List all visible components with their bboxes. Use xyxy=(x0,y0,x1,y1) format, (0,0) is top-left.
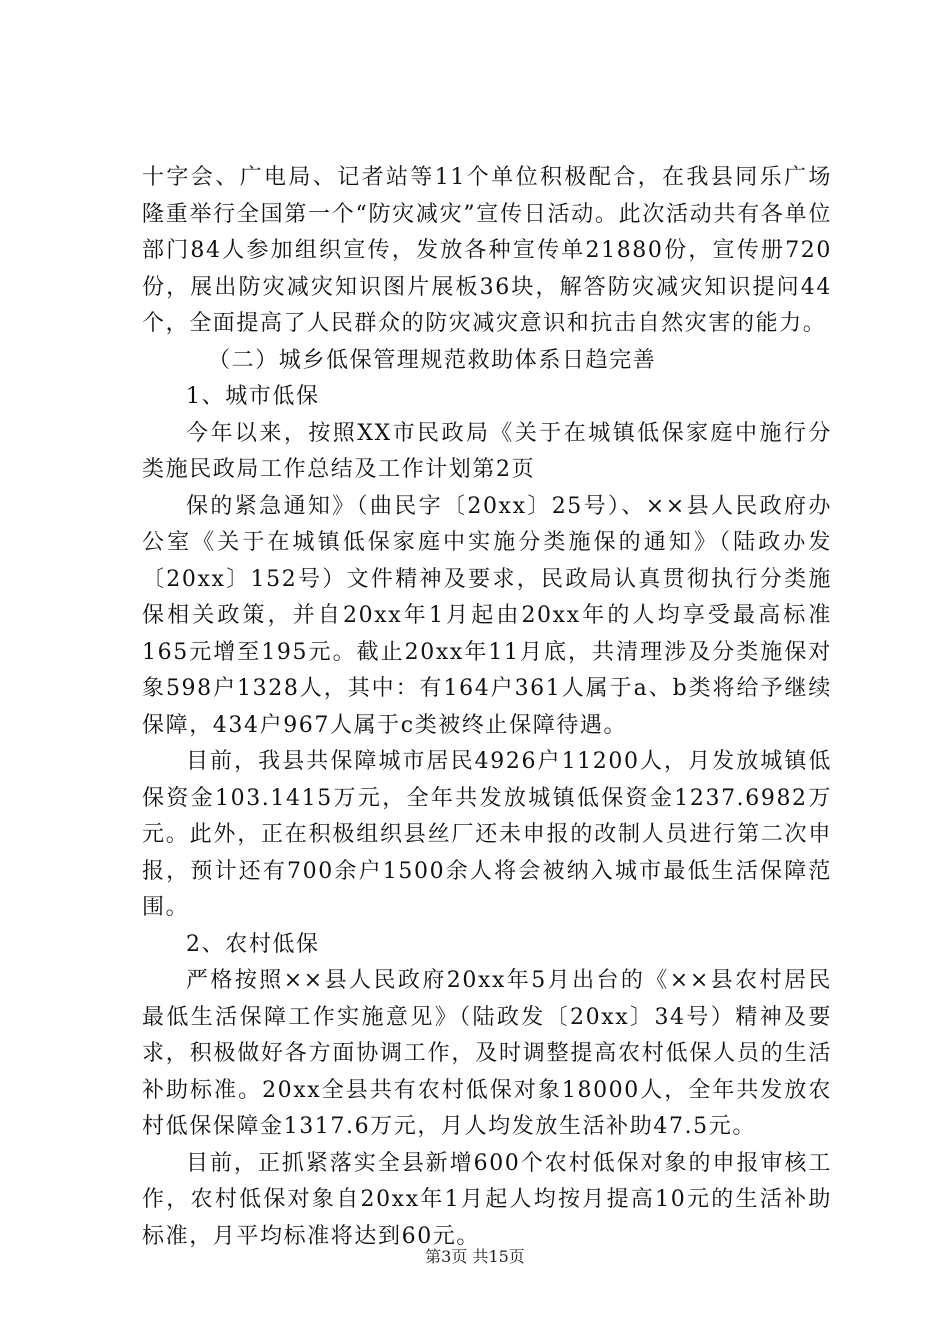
paragraph-urban-current: 目前，我县共保障城市居民4926户11200人，月发放城镇低保资金103.1415万元，全年共发放城镇低保资金1237.6982万元。此外，正在积极组织县丝厂还未申报的改制人员进行第二次申报，预计还有700余户1500余人将会被纳入城市最低生活保障范围。 xyxy=(142,749,832,920)
paragraph-rural-policy: 严格按照××县人民政府20xx年5月出台的《××县农村居民最低生活保障工作实施意见》（陆政发〔20xx〕34号）精神及要求，积极做好各方面协调工作，及时调整提高农村低保人员的生活补助标准。20xx全县共有农村低保对象18000人，全年共发放农村低保保障金1317.6万元，月人均发放生活补助47.5元。 xyxy=(142,968,832,1139)
paragraph-urban-policy: 保的紧急通知》（曲民字〔20xx〕25号）、××县人民政府办公室《关于在城镇低保家庭中实施分类施保的通知》（陆政办发〔20xx〕152号）文件精神及要求，民政局认真贯彻执行分类施保相关政策，并自20xx年1月起由20xx年的人均享受最高标准165元增至195元。截止20xx年11月底，共清理涉及分类施保对象598户1328人，其中：有164户361人属于a、b类将给予继续保障，434户967人属于c类被终止保障待遇。 xyxy=(142,493,832,738)
paragraph-rural-current: 目前，正抓紧落实全县新增600个农村低保对象的申报审核工作，农村低保对象自20xx年1月起人均按月提高10元的生活补助标准，月平均标准将达到60元。 xyxy=(142,1150,832,1249)
page-number-footer: 第3页 共15页 xyxy=(425,1247,525,1266)
paragraph-urban-intro: 今年以来，按照XX市民政局《关于在城镇低保家庭中施行分类施民政局工作总结及工作计划第2页 xyxy=(142,420,832,482)
subheading-rural: 2、农村低保 xyxy=(186,931,320,957)
document-body xyxy=(142,160,832,1255)
paragraph-disaster-day: 十字会、广电局、记者站等11个单位积极配合，在我县同乐广场隆重举行全国第一个“防灾减灾”宣传日活动。此次活动共有各单位部门84人参加组织宣传，发放各种宣传单21880份，宣传册720份，展出防灾减灾知识图片展板36块，解答防灾减灾知识提问44个，全面提高了人民群众的防灾减灾意识和抗击自然灾害的能力。 xyxy=(142,165,832,336)
subheading-urban: 1、城市低保 xyxy=(186,384,320,409)
section-heading-subsistence: （二）城乡低保管理规范救助体系日趋完善 xyxy=(208,347,657,373)
